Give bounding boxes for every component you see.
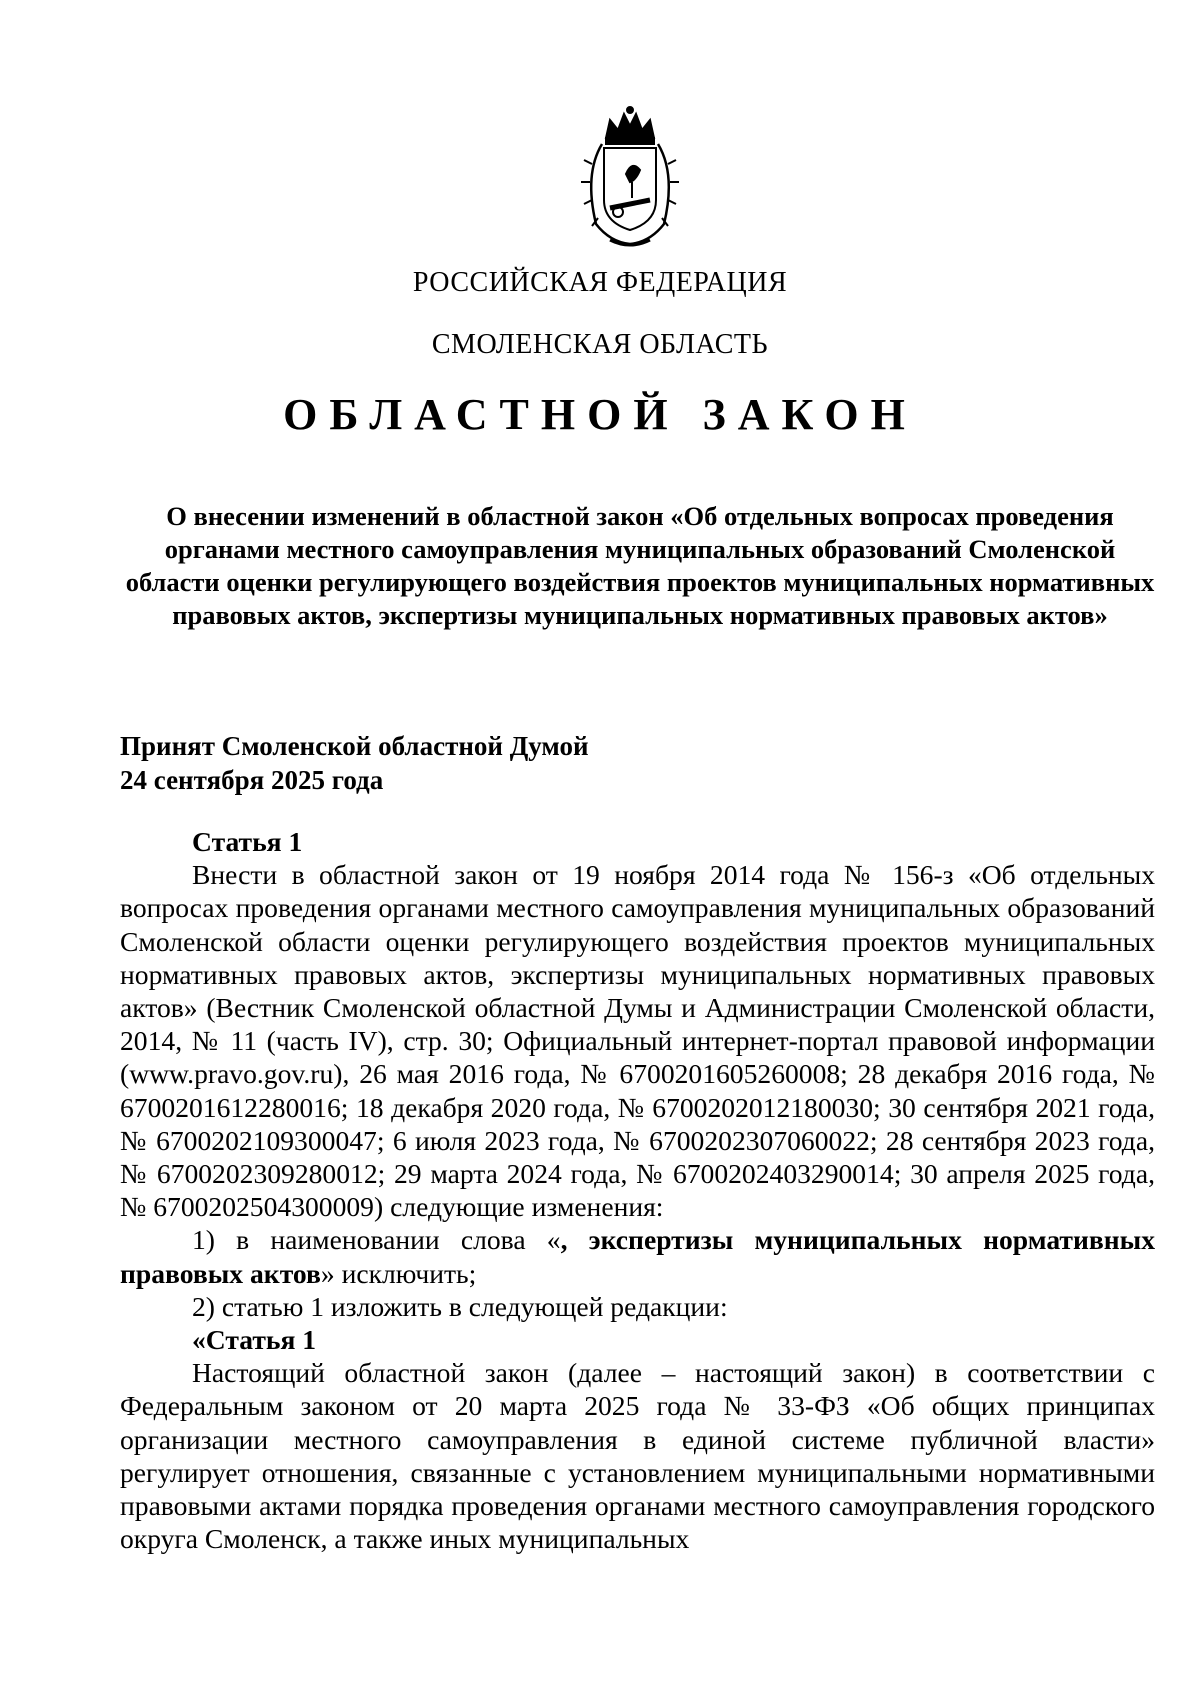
item1-prefix: 1) в наименовании слова « <box>192 1224 561 1256</box>
quoted-article-text: Настоящий областной закон (далее – настоящий закон) в соответствии с Федеральным законом от 20 марта 2025 года № 33-ФЗ «Об общих принципах организации местного самоуправления в единой системе публичной власти» регулирует отношения, связанные с установлением муниципальными нормативными правовыми актами порядка проведения органами местного самоуправления городского округа Смоленск, а также иных муниципальных <box>120 1357 1155 1555</box>
adoption-block <box>120 729 589 797</box>
quoted-article-heading: «Статья 1 <box>192 1324 317 1356</box>
smolensk-coat-of-arms-icon <box>566 104 694 252</box>
amendment-item-2: 2) статью 1 изложить в следующей редакции: <box>192 1290 728 1322</box>
law-title: О внесении изменений в областной закон «Об отдельных вопросах проведения органами местного самоуправления муниципальных образований Смоленской области оценки регулирующего воздействия проектов муниципальных нормативных правовых актов, экспертизы муниципальных нормативных правовых актов» <box>125 501 1155 630</box>
region-heading: СМОЛЕНСКАЯ ОБЛАСТЬ <box>431 329 769 360</box>
document-type-heading: ОБЛАСТНОЙ ЗАКОН <box>283 390 917 439</box>
article-heading: Статья 1 <box>192 826 303 857</box>
adopted-by: Принят Смоленской областной Думой <box>120 731 589 761</box>
item1-bold-phrase: , экспертизы муниципальных нормативных правовых актов <box>120 1224 1155 1289</box>
item1-suffix: » исключить; <box>320 1257 477 1289</box>
article-body <box>120 825 1155 1555</box>
article-intro-paragraph: Внести в областной закон от 19 ноября 2014 года № 156-з «Об отдельных вопросах проведения органами местного самоуправления муниципальных образований Смоленской области оценки регулирующего воздействия проектов муниципальных нормативных правовых актов, экспертизы муниципальных нормативных правовых актов» (Вестник Смоленской областной Думы и Администрации Смоленской области, 2014, № 11 (часть IV), стр. 30; Официальный интернет-портал правовой информации (www.pravo.gov.ru), 26 мая 2016 года, № 6700201605260008; 28 декабря 2016 года, № 6700201612280016; 18 декабря 2020 года, № 6700202012180030; 30 сентября 2021 года, № 6700202109300047; 6 июля 2023 года, № 6700202307060022; 28 сентября 2023 года, № 6700202309280012; 29 марта 2024 года, № 6700202403290014; 30 апреля 2025 года, № 6700202504300009) следующие изменения: <box>120 859 1155 1223</box>
adoption-date: 24 сентября 2025 года <box>120 765 384 795</box>
amendment-item-1 <box>120 1223 1155 1289</box>
country-heading: РОССИЙСКАЯ ФЕДЕРАЦИЯ <box>412 267 788 298</box>
